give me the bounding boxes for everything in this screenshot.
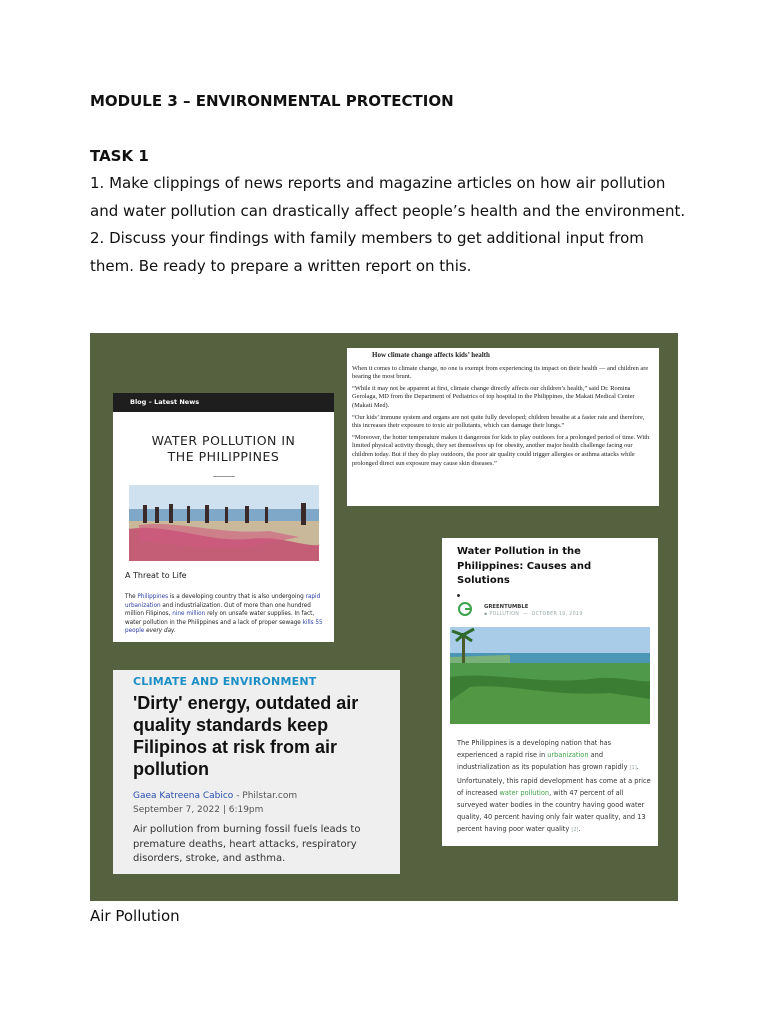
article-date: September 7, 2022 | 6:19pm bbox=[133, 805, 264, 815]
article-title: Water Pollution in the Philippines: Causes and Solutions bbox=[457, 546, 592, 586]
body-text: is a developing country that is also undergoing bbox=[168, 594, 306, 600]
folder-icon: ▪ bbox=[484, 612, 488, 617]
body-link[interactable]: water pollution bbox=[499, 788, 550, 797]
body-link[interactable]: kills 55 people bbox=[125, 619, 323, 635]
meta-separator: — bbox=[520, 612, 530, 617]
article-body: Air pollution from burning fossil fuels leads to premature deaths, heart attacks, respiratory disorders, stroke, and asthma. bbox=[133, 824, 361, 864]
body-text: every day. bbox=[144, 628, 176, 635]
article-author: GREENTUMBLE bbox=[484, 604, 529, 610]
clipping-climate-kids-health bbox=[347, 348, 659, 506]
body-text: . bbox=[578, 825, 581, 834]
body-text: , with 47 percent of all surveyed water bodies in the country having good water quality, 40 percent having only fair water quality, and 13 percent having poor water quality bbox=[457, 788, 646, 834]
blog-header-bar: Blog – Latest News bbox=[113, 393, 334, 412]
body-text: and industrialization. Out of more than one hundred million Filipinos, bbox=[125, 602, 311, 618]
article-body bbox=[457, 737, 652, 837]
article-author[interactable]: Gaea Katreena Cabico bbox=[133, 791, 234, 801]
fishing-net-beach-photo bbox=[129, 485, 319, 561]
body-text: rely on unsafe water supplies. In fact, water pollution in the Philippines and a lack of proper sewage bbox=[125, 611, 315, 626]
reference-link[interactable]: [1] bbox=[629, 765, 637, 772]
task-list bbox=[90, 170, 690, 280]
clipping-title: How climate change affects kids’ health bbox=[372, 351, 490, 359]
article-category: CLIMATE AND ENVIRONMENT bbox=[133, 675, 317, 688]
clipping-paragraph: “Our kids’ immune system and organs are not quite fully developed; children breathe at a faster rate and therefore, this increases their exposure to toxic air pollutants, which can damage their lungs.” bbox=[352, 413, 645, 430]
task-item-2: 2. Discuss your findings with family members to get additional input from them. Be ready to prepare a written report on this. bbox=[90, 229, 644, 275]
article-date: OCTOBER 19, 2019 bbox=[531, 612, 583, 617]
clipping-paragraph: “While it may not be apparent at first, climate change directly affects our children’s health,” said Dr. Romina Gerolaga, MD from the Department of Pediatrics of top hospital in the Philippines, the Makati Medical Center (Makati Med). bbox=[352, 384, 635, 409]
task-item-1: 1. Make clippings of news reports and magazine articles on how air pollution and water pollution can drastically affect people’s health and the environment. bbox=[90, 174, 686, 220]
blog-title-line: THE PHILIPPINES bbox=[167, 449, 280, 464]
body-text: The bbox=[125, 594, 138, 600]
greentumble-logo-icon bbox=[458, 602, 472, 616]
task-title: TASK 1 bbox=[90, 147, 149, 165]
clipping-water-pollution-blog bbox=[113, 393, 334, 642]
bullet-dot bbox=[457, 594, 460, 597]
clipping-greentumble bbox=[442, 538, 658, 846]
clipping-paragraph: When it comes to climate change, no one is exempt from experiencing its impact on their health — and children are bearing the most brunt. bbox=[352, 364, 649, 381]
body-link[interactable]: urbanization bbox=[547, 751, 589, 760]
article-headline: 'Dirty' energy, outdated air quality standards keep Filipinos at risk from air pollution bbox=[133, 693, 359, 779]
article-meta bbox=[484, 612, 583, 617]
blog-body bbox=[125, 593, 325, 636]
body-link[interactable]: rapid urbanization bbox=[125, 594, 321, 609]
reference-link[interactable]: [2] bbox=[571, 827, 579, 834]
collage-caption: Air Pollution bbox=[90, 907, 180, 925]
module-title: MODULE 3 – ENVIRONMENTAL PROTECTION bbox=[90, 92, 454, 110]
article-category: POLLUTION bbox=[489, 612, 520, 617]
body-link[interactable]: Philippines bbox=[137, 594, 169, 600]
clipping-paragraph: “Moreover, the hotter temperature makes it dangerous for kids to play outdoors for a prolonged period of time. With limited physical activity though, they set themselves up for obesity, another major health challenge facing our children today. But if they do play outdoors, the poor air quality could trigger allergies or asthma attacks while prolonged direct sun exposure may cause skin diseases.” bbox=[352, 433, 650, 467]
algae-coast-photo bbox=[450, 627, 650, 724]
clippings-collage bbox=[90, 333, 678, 901]
blog-title bbox=[113, 433, 334, 465]
body-text: The Philippines is a developing nation that has experienced a rapid rise in bbox=[457, 739, 612, 760]
body-link[interactable]: nine million bbox=[172, 611, 206, 618]
blog-subtitle: A Threat to Life bbox=[125, 571, 187, 580]
article-byline bbox=[133, 791, 297, 801]
clipping-philstar-air-pollution bbox=[113, 670, 400, 874]
body-text: and industrialization as its population has grown rapidly bbox=[457, 751, 630, 772]
article-source: - Philstar.com bbox=[233, 791, 298, 801]
divider bbox=[213, 476, 235, 477]
blog-title-line: WATER POLLUTION IN bbox=[151, 433, 296, 448]
body-text: . Unfortunately, this rapid development has come at a price of increased bbox=[457, 763, 651, 797]
